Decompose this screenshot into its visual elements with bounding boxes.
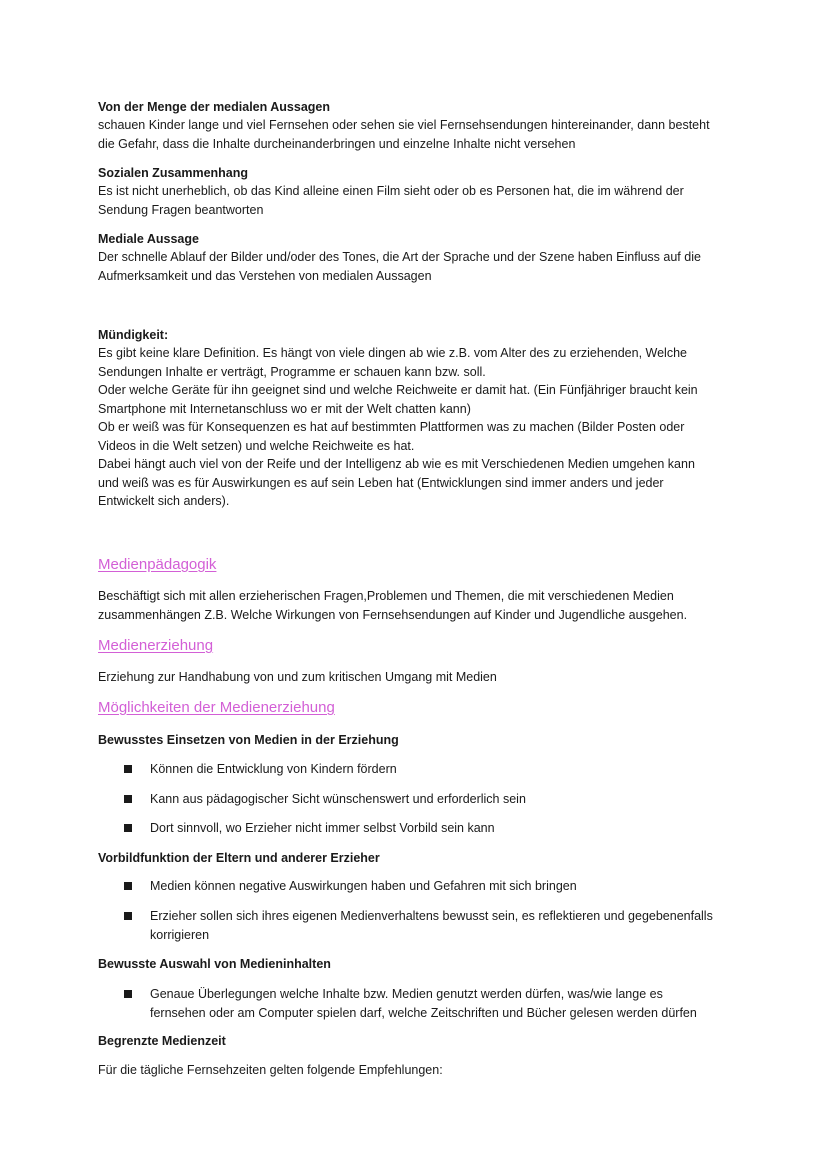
group-heading <box>98 955 728 973</box>
bullet-text: Dort sinnvoll, wo Erzieher nicht immer selbst Vorbild sein kann <box>150 821 495 835</box>
group-heading <box>98 1032 728 1050</box>
group-heading <box>98 731 728 749</box>
heading-link-moeglichkeiten[interactable]: Möglichkeiten der Medienerziehung <box>98 699 335 716</box>
bullet-item <box>124 760 734 779</box>
section-heading: Mündigkeit: <box>98 328 169 342</box>
bullet-item <box>124 985 734 1022</box>
group-heading-text: Bewusste Auswahl von Medieninhalten <box>98 957 331 971</box>
square-bullet-icon <box>124 912 132 920</box>
section-muendigkeit <box>98 326 728 511</box>
paragraph-line: Sendung Fragen beantworten <box>98 202 264 217</box>
closing-text <box>98 1061 728 1080</box>
square-bullet-icon <box>124 990 132 998</box>
medienerziehung-text <box>98 668 728 687</box>
paragraph-line: zusammenhängen Z.B. Welche Wirkungen von Fernsehsendungen auf Kinder und Jugendliche ausgehen. <box>98 607 688 622</box>
bullet-item <box>124 877 734 896</box>
paragraph-line: Aufmerksamkeit und das Verstehen von medialen Aussagen <box>98 268 432 283</box>
bullet-text: korrigieren <box>150 927 210 942</box>
square-bullet-icon <box>124 824 132 832</box>
paragraph-line: Ob er weiß was für Konsequenzen es hat auf bestimmten Plattformen was zu machen (Bilder Posten oder <box>98 420 685 434</box>
heading-link-medienpaedagogik[interactable]: Medienpädagogik <box>98 556 217 573</box>
bullet-text: Erzieher sollen sich ihres eigenen Medienverhaltens bewusst sein, es reflektieren und gegebenenfalls <box>150 909 713 923</box>
paragraph-line: Es ist nicht unerheblich, ob das Kind alleine einen Film sieht oder ob es Personen hat, die im während der <box>98 184 684 198</box>
section-moeglichkeiten <box>98 698 728 718</box>
group-heading-text: Begrenzte Medienzeit <box>98 1034 226 1048</box>
paragraph-line: Videos in die Welt setzen) und welche Reichweite es hat. <box>98 438 415 453</box>
section-heading: Mediale Aussage <box>98 232 199 246</box>
section-medienerziehung <box>98 636 728 656</box>
square-bullet-icon <box>124 882 132 890</box>
bullet-text: Medien können negative Auswirkungen haben und Gefahren mit sich bringen <box>150 879 577 893</box>
bullet-text: Genaue Überlegungen welche Inhalte bzw. Medien genutzt werden dürfen, was/wie lange es <box>150 987 663 1001</box>
square-bullet-icon <box>124 765 132 773</box>
paragraph-line: Smartphone mit Internetanschluss wo er mit der Welt chatten kann) <box>98 401 471 416</box>
paragraph-line: Für die tägliche Fernsehzeiten gelten folgende Empfehlungen: <box>98 1063 443 1077</box>
bullet-text: fernsehen oder am Computer spielen darf, welche Zeitschriften und Bücher gelesen werden dürfen <box>150 1005 697 1020</box>
section-sozialer-zusammenhang <box>98 164 728 219</box>
medienpaedagogik-text <box>98 587 728 624</box>
paragraph-line: Entwickelt sich anders). <box>98 494 230 508</box>
bullet-text: Kann aus pädagogischer Sicht wünschenswert und erforderlich sein <box>150 792 526 806</box>
paragraph-line: Dabei hängt auch viel von der Reife und der Intelligenz ab wie es mit Verschiedenen Medien umgehen kann <box>98 457 695 471</box>
paragraph-line: und weiß was es für Auswirkungen es auf sein Leben hat (Entwicklungen sind immer anders und jeder <box>98 475 664 490</box>
bullet-item <box>124 907 734 944</box>
paragraph-line: Oder welche Geräte für ihn geeignet sind und welche Reichweite er damit hat. (Ein Fünfjähriger braucht kein <box>98 383 698 397</box>
paragraph-line: Beschäftigt sich mit allen erzieherischen Fragen,Problemen und Themen, die mit verschiedenen Medien <box>98 589 674 603</box>
paragraph-line: Erziehung zur Handhabung von und zum kritischen Umgang mit Medien <box>98 670 497 684</box>
paragraph-line: schauen Kinder lange und viel Fernsehen oder sehen sie viel Fernsehsendungen hintereinander, dann besteht <box>98 118 710 132</box>
bullet-item <box>124 790 734 809</box>
group-heading-text: Vorbildfunktion der Eltern und anderer Erzieher <box>98 851 380 865</box>
paragraph-line: Der schnelle Ablauf der Bilder und/oder des Tones, die Art der Sprache und der Szene haben Einfluss auf die <box>98 250 701 264</box>
group-heading-text: Bewusstes Einsetzen von Medien in der Erziehung <box>98 733 399 747</box>
square-bullet-icon <box>124 795 132 803</box>
section-mediale-aussage <box>98 230 728 285</box>
group-heading <box>98 849 728 867</box>
paragraph-line: Es gibt keine klare Definition. Es hängt von viele dingen ab wie z.B. vom Alter des zu erziehenden, Welche <box>98 346 687 360</box>
paragraph-line: Sendungen Inhalte er verträgt, Programme er schauen kann bzw. soll. <box>98 364 486 379</box>
bullet-text: Können die Entwicklung von Kindern fördern <box>150 762 397 776</box>
section-heading: Von der Menge der medialen Aussagen <box>98 100 331 114</box>
section-medienpaedagogik <box>98 555 728 575</box>
paragraph-line: die Gefahr, dass die Inhalte durcheinanderbringen und einzelne Inhalte nicht versehen <box>98 136 576 151</box>
bullet-item <box>124 819 734 838</box>
section-heading: Sozialen Zusammenhang <box>98 166 249 180</box>
section-menge <box>98 98 728 153</box>
heading-link-medienerziehung[interactable]: Medienerziehung <box>98 637 214 654</box>
